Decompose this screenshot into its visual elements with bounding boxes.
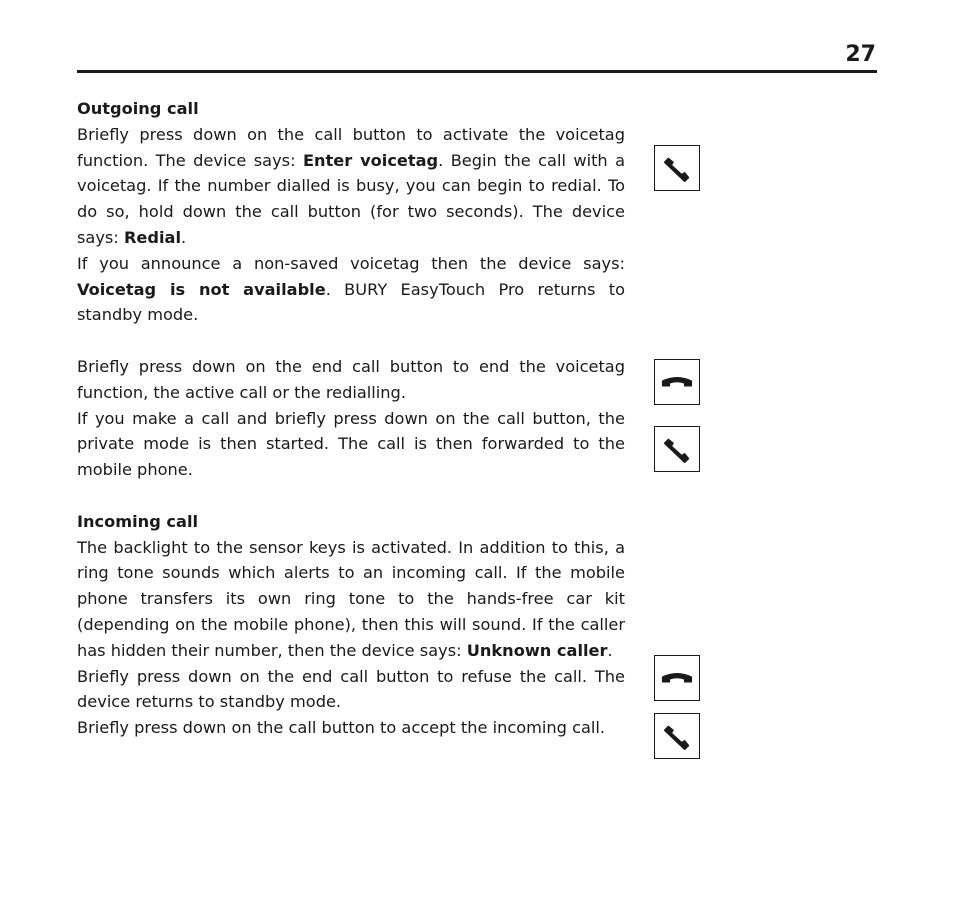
incoming-heading: Incoming call [77, 511, 199, 531]
outgoing-paragraph-3: Briefly press down on the end call button to end the voicetag function, the active call or the redialling. [77, 356, 625, 402]
header-rule [77, 70, 877, 73]
outgoing-paragraph-1: Briefly press down on the call button to activate the voicetag function. The device says: Enter voicetag. Begin the call with a voicetag. If the number dialled is busy, you can begin to redial. To do so, hold down the call button (for two seconds). The device says: Redial. [77, 124, 625, 247]
call-button-icon [654, 145, 700, 191]
outgoing-paragraph-2: If you announce a non-saved voicetag then the device says: Voicetag is not available. BURY EasyTouch Pro returns to standby mode. [77, 253, 625, 325]
end-call-button-icon [654, 655, 700, 701]
main-text [77, 96, 625, 741]
call-button-icon [654, 426, 700, 472]
end-call-button-icon [654, 359, 700, 405]
call-button-icon [654, 713, 700, 759]
incoming-paragraph-3: Briefly press down on the call button to accept the incoming call. [77, 718, 606, 738]
incoming-paragraph-1: The backlight to the sensor keys is activated. In addition to this, a ring tone sounds which alerts to an incoming call. If the mobile phone transfers its own ring tone to the hands-free car kit (depending on the mobile phone), then this will sound. If the caller has hidden their number, then the device says: Unknown caller. [77, 537, 625, 660]
outgoing-heading: Outgoing call [77, 99, 199, 118]
incoming-paragraph-2: Briefly press down on the end call button to refuse the call. The device returns to standby mode. [77, 666, 625, 712]
outgoing-paragraph-4: If you make a call and briefly press down on the call button, the private mode is then started. The call is then forwarded to the mobile phone. [77, 408, 625, 480]
page-number: 27 [845, 42, 876, 67]
